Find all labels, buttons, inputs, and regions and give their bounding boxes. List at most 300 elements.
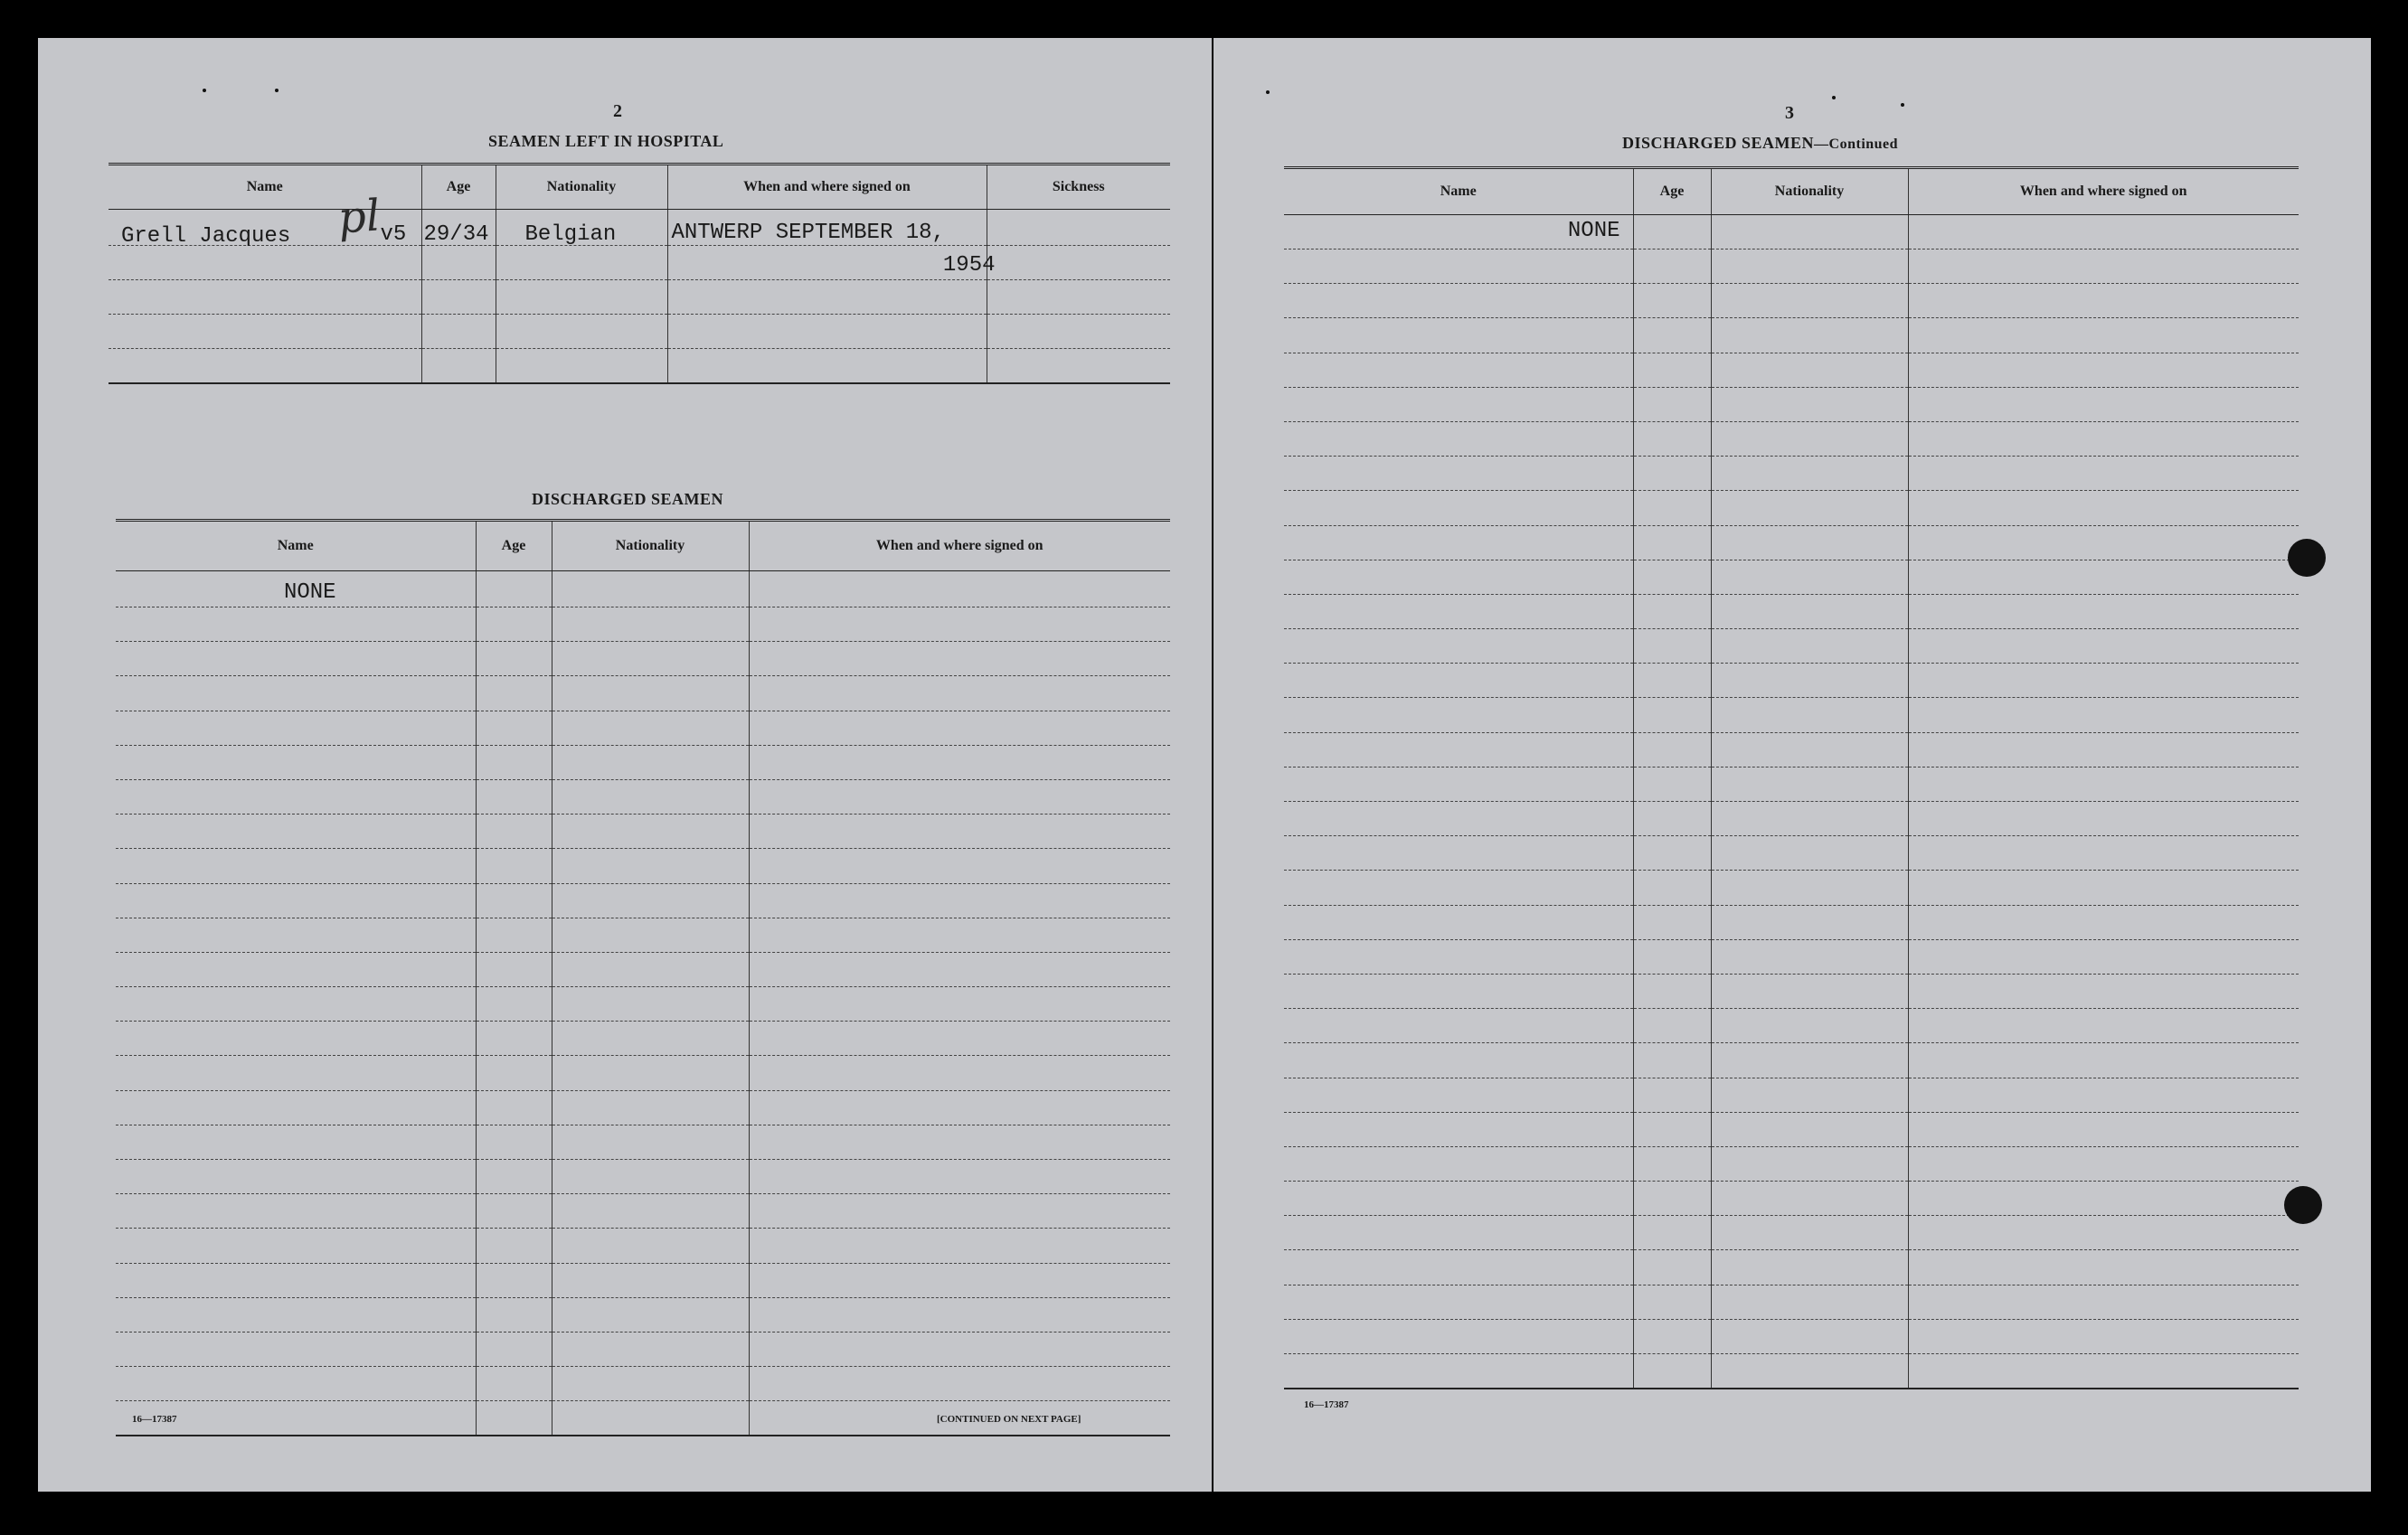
- table-row: [1284, 767, 2299, 801]
- empty-cell: [476, 1194, 552, 1229]
- table-row: [116, 1367, 1170, 1401]
- empty-cell: [749, 642, 1170, 676]
- table-row: [116, 1229, 1170, 1263]
- empty-cell: [476, 642, 552, 676]
- empty-cell: [1633, 560, 1711, 594]
- empty-cell: [1284, 767, 1633, 801]
- empty-cell: [1908, 318, 2299, 353]
- empty-cell: [1908, 664, 2299, 698]
- empty-cell: [1711, 1285, 1908, 1319]
- none-entry: NONE: [1567, 219, 1620, 243]
- empty-cell: [552, 676, 749, 711]
- empty-cell: [1711, 560, 1908, 594]
- speck: [275, 89, 279, 92]
- column-header-nationality: Nationality: [552, 521, 749, 571]
- empty-cell: [552, 1056, 749, 1090]
- table-row: [109, 210, 1170, 246]
- empty-cell: [749, 745, 1170, 779]
- empty-cell: [1633, 698, 1711, 732]
- age-prefix: v5: [380, 222, 407, 247]
- table-row: [116, 849, 1170, 883]
- empty-cell: [1633, 802, 1711, 836]
- empty-cell: [1711, 905, 1908, 939]
- table-row: [116, 987, 1170, 1022]
- column-header-name: Name: [116, 521, 476, 571]
- table-row: [116, 883, 1170, 918]
- empty-cell: [1908, 732, 2299, 767]
- empty-cell: [116, 1229, 476, 1263]
- table-row: [116, 711, 1170, 745]
- empty-cell: [1711, 1319, 1908, 1353]
- empty-cell: [749, 883, 1170, 918]
- column-header-signed-on: When and where signed on: [1908, 168, 2299, 215]
- continued-body: [1284, 215, 2299, 1389]
- table-row: [1284, 871, 2299, 905]
- empty-cell: [476, 1297, 552, 1332]
- empty-cell: [116, 1367, 476, 1401]
- empty-cell: [1711, 629, 1908, 664]
- empty-cell: [1711, 1043, 1908, 1078]
- table-row: [1284, 1078, 2299, 1112]
- empty-cell: [1284, 594, 1633, 628]
- empty-cell: [476, 1263, 552, 1297]
- empty-cell: [116, 918, 476, 952]
- empty-cell: [1284, 871, 1633, 905]
- empty-cell: [1284, 353, 1633, 387]
- empty-cell: [552, 779, 749, 814]
- empty-cell: [1284, 1043, 1633, 1078]
- empty-cell: [552, 607, 749, 642]
- empty-cell: [1908, 250, 2299, 284]
- table-row: [1284, 836, 2299, 871]
- table-row: [1284, 457, 2299, 491]
- table-row: [116, 1022, 1170, 1056]
- column-header-signed-on: When and where signed on: [667, 165, 987, 210]
- punch-hole: [2284, 1186, 2322, 1224]
- table-row: [1284, 664, 2299, 698]
- empty-cell: [476, 1056, 552, 1090]
- empty-cell: [1711, 421, 1908, 456]
- page-number: 2: [613, 101, 622, 121]
- empty-cell: [552, 987, 749, 1022]
- signed-on-cell: [667, 210, 987, 246]
- table-row: [109, 246, 1170, 280]
- empty-cell: [476, 745, 552, 779]
- table-row: [116, 1297, 1170, 1332]
- empty-cell: [552, 711, 749, 745]
- empty-cell: [1711, 1112, 1908, 1146]
- empty-cell: [476, 1229, 552, 1263]
- empty-cell: [1284, 802, 1633, 836]
- empty-cell: [1284, 457, 1633, 491]
- table-row: [116, 918, 1170, 952]
- empty-cell: [476, 1022, 552, 1056]
- none-entry: NONE: [283, 580, 336, 605]
- empty-cell: [1633, 939, 1711, 974]
- column-header-sickness: Sickness: [987, 165, 1170, 210]
- empty-cell: [1633, 1112, 1711, 1146]
- empty-cell: [749, 1194, 1170, 1229]
- table-row: [1284, 974, 2299, 1008]
- empty-cell: [1711, 1182, 1908, 1216]
- empty-cell: [552, 1090, 749, 1125]
- empty-cell: [1711, 1078, 1908, 1112]
- discharged-continued-title: [1622, 134, 1898, 153]
- empty-cell: [476, 918, 552, 952]
- empty-cell: [116, 849, 476, 883]
- empty-cell: [1633, 525, 1711, 560]
- hospital-table: [109, 163, 1170, 384]
- empty-cell: [476, 711, 552, 745]
- empty-cell: [1633, 1354, 1711, 1389]
- continued-table: [1284, 166, 2299, 1389]
- table-row: [1284, 1043, 2299, 1078]
- empty-cell: [1908, 767, 2299, 801]
- seaman-name: Grell Jacques: [121, 224, 291, 249]
- empty-cell: [116, 779, 476, 814]
- table-row: [1284, 1285, 2299, 1319]
- empty-cell: [1908, 491, 2299, 525]
- empty-cell: [116, 1090, 476, 1125]
- column-header-nationality: Nationality: [496, 165, 667, 210]
- empty-cell: [1711, 353, 1908, 387]
- nationality-cell: [496, 210, 667, 246]
- table-row: [116, 779, 1170, 814]
- empty-cell: [1284, 905, 1633, 939]
- empty-cell: [1284, 1354, 1633, 1389]
- table-row: [1284, 250, 2299, 284]
- empty-cell: [1908, 905, 2299, 939]
- empty-cell: [1633, 767, 1711, 801]
- empty-cell: [1908, 1319, 2299, 1353]
- empty-cell: [1284, 974, 1633, 1008]
- empty-cell: [1284, 939, 1633, 974]
- empty-cell: [1908, 594, 2299, 628]
- empty-cell: [552, 918, 749, 952]
- column-header-nationality: Nationality: [1711, 168, 1908, 215]
- column-header-age: Age: [421, 165, 496, 210]
- speck: [1266, 90, 1270, 94]
- empty-cell: [116, 642, 476, 676]
- discharged-section-title: DISCHARGED SEAMEN: [532, 490, 724, 508]
- empty-cell: [1633, 732, 1711, 767]
- hospital-header-row: [109, 165, 1170, 210]
- empty-cell: [116, 1125, 476, 1159]
- empty-cell: [1284, 1009, 1633, 1043]
- empty-cell: [1711, 871, 1908, 905]
- empty-cell: [1633, 387, 1711, 421]
- empty-cell: [1908, 1250, 2299, 1285]
- empty-cell: [476, 1090, 552, 1125]
- empty-cell: [1908, 939, 2299, 974]
- table-row: [1284, 698, 2299, 732]
- empty-cell: [476, 1401, 552, 1436]
- table-row: [116, 1194, 1170, 1229]
- empty-cell: [116, 1332, 476, 1366]
- empty-cell: [1284, 732, 1633, 767]
- empty-cell: [1908, 1354, 2299, 1389]
- empty-cell: [1711, 387, 1908, 421]
- empty-cell: [749, 1229, 1170, 1263]
- table-row: [1284, 1009, 2299, 1043]
- empty-cell: [1633, 1043, 1711, 1078]
- empty-cell: [749, 1022, 1170, 1056]
- empty-cell: [1908, 387, 2299, 421]
- empty-cell: [552, 1367, 749, 1401]
- empty-cell: [1633, 284, 1711, 318]
- empty-cell: [1711, 939, 1908, 974]
- discharged-body: [116, 571, 1170, 1436]
- empty-cell: [1284, 1112, 1633, 1146]
- empty-cell: [552, 1297, 749, 1332]
- empty-cell: [1633, 1216, 1711, 1250]
- empty-cell: [1711, 664, 1908, 698]
- empty-cell: [1633, 318, 1711, 353]
- empty-cell: [1711, 525, 1908, 560]
- empty-cell: [1633, 871, 1711, 905]
- empty-cell: [476, 676, 552, 711]
- hospital-section-title: SEAMEN LEFT IN HOSPITAL: [488, 132, 724, 150]
- empty-cell: [116, 815, 476, 849]
- empty-cell: [1284, 1216, 1633, 1250]
- table-row: [1284, 387, 2299, 421]
- empty-cell: [1711, 318, 1908, 353]
- empty-cell: [1633, 905, 1711, 939]
- empty-cell: [1711, 284, 1908, 318]
- punch-hole: [2288, 539, 2326, 577]
- empty-cell: [1711, 250, 1908, 284]
- empty-cell: [552, 849, 749, 883]
- table-row: [116, 607, 1170, 642]
- empty-cell: [1908, 1078, 2299, 1112]
- empty-cell: [1284, 1285, 1633, 1319]
- table-row: [109, 349, 1170, 383]
- table-row: [1284, 1216, 2299, 1250]
- speck: [203, 89, 206, 92]
- empty-cell: [552, 1194, 749, 1229]
- empty-cell: [116, 711, 476, 745]
- empty-cell: [552, 1401, 749, 1436]
- empty-cell: [1711, 1216, 1908, 1250]
- continued-note: [CONTINUED ON NEXT PAGE]: [937, 1414, 1081, 1425]
- empty-cell: [749, 1090, 1170, 1125]
- table-row: [116, 1056, 1170, 1090]
- empty-cell: [552, 1160, 749, 1194]
- seaman-signed-on-continued: 1954: [942, 253, 996, 278]
- empty-cell: [1908, 560, 2299, 594]
- table-row: [116, 1263, 1170, 1297]
- empty-cell: [116, 952, 476, 986]
- empty-cell: [1633, 1319, 1711, 1353]
- table-row: [116, 745, 1170, 779]
- empty-cell: [1284, 1146, 1633, 1181]
- empty-cell: [552, 883, 749, 918]
- empty-cell: [1633, 457, 1711, 491]
- empty-cell: [552, 1022, 749, 1056]
- empty-cell: [552, 1332, 749, 1366]
- empty-cell: [1908, 457, 2299, 491]
- empty-cell: [749, 1160, 1170, 1194]
- left-page: [38, 38, 1212, 1492]
- empty-cell: [1284, 318, 1633, 353]
- column-header-age: Age: [1633, 168, 1711, 215]
- empty-cell: [476, 987, 552, 1022]
- table-row: [1284, 525, 2299, 560]
- table-row: [109, 280, 1170, 315]
- empty-cell: [1711, 732, 1908, 767]
- empty-cell: [1711, 767, 1908, 801]
- table-row: [116, 1090, 1170, 1125]
- empty-cell: [1908, 1216, 2299, 1250]
- empty-cell: [1633, 836, 1711, 871]
- empty-cell: [1284, 836, 1633, 871]
- empty-cell: [116, 1194, 476, 1229]
- table-row: [1284, 732, 2299, 767]
- empty-cell: [116, 676, 476, 711]
- empty-cell: [1633, 594, 1711, 628]
- empty-cell: [749, 1297, 1170, 1332]
- table-row: [1284, 1112, 2299, 1146]
- column-header-name: Name: [1284, 168, 1633, 215]
- empty-cell: [1633, 629, 1711, 664]
- empty-cell: [116, 607, 476, 642]
- empty-cell: [476, 849, 552, 883]
- empty-cell: [1908, 353, 2299, 387]
- table-row: [1284, 215, 2299, 250]
- empty-cell: [116, 1056, 476, 1090]
- empty-cell: [1711, 491, 1908, 525]
- empty-cell: [1284, 491, 1633, 525]
- empty-cell: [1633, 1250, 1711, 1285]
- empty-cell: [476, 779, 552, 814]
- empty-cell: [749, 1263, 1170, 1297]
- empty-cell: [476, 883, 552, 918]
- empty-cell: [1908, 1285, 2299, 1319]
- empty-cell: [476, 1125, 552, 1159]
- table-row: [116, 1332, 1170, 1366]
- column-header-name: Name: [109, 165, 421, 210]
- empty-cell: [1711, 1009, 1908, 1043]
- empty-cell: [1284, 698, 1633, 732]
- empty-cell: [1908, 1146, 2299, 1181]
- table-row: [1284, 353, 2299, 387]
- empty-cell: [476, 952, 552, 986]
- empty-cell: [1711, 594, 1908, 628]
- empty-cell: [1908, 802, 2299, 836]
- empty-cell: [1633, 491, 1711, 525]
- empty-cell: [1633, 1285, 1711, 1319]
- empty-cell: [1711, 1250, 1908, 1285]
- empty-cell: [1711, 974, 1908, 1008]
- empty-cell: [116, 1297, 476, 1332]
- empty-cell: [1908, 974, 2299, 1008]
- empty-cell: [1284, 387, 1633, 421]
- empty-cell: [1284, 421, 1633, 456]
- continued-header-row: [1284, 168, 2299, 215]
- empty-cell: [1284, 1319, 1633, 1353]
- empty-cell: [1284, 525, 1633, 560]
- table-row: [1284, 939, 2299, 974]
- empty-cell: [552, 1125, 749, 1159]
- empty-cell: [552, 745, 749, 779]
- discharged-table: [116, 519, 1170, 1436]
- table-row: [1284, 1319, 2299, 1353]
- table-row: [1284, 318, 2299, 353]
- empty-cell: [1633, 353, 1711, 387]
- table-row: [116, 571, 1170, 607]
- empty-cell: [749, 849, 1170, 883]
- empty-cell: [1633, 250, 1711, 284]
- empty-cell: [1908, 1009, 2299, 1043]
- empty-cell: [116, 1160, 476, 1194]
- empty-cell: [1908, 698, 2299, 732]
- empty-cell: [1633, 1009, 1711, 1043]
- empty-cell: [749, 1056, 1170, 1090]
- table-row: [1284, 1182, 2299, 1216]
- empty-cell: [476, 1367, 552, 1401]
- table-row: [1284, 421, 2299, 456]
- empty-cell: [1284, 664, 1633, 698]
- empty-cell: [476, 607, 552, 642]
- handwritten-mark: pl: [336, 190, 382, 244]
- empty-cell: [1908, 284, 2299, 318]
- empty-cell: [1908, 1043, 2299, 1078]
- age-cell: [380, 210, 496, 247]
- table-row: [116, 1125, 1170, 1159]
- empty-cell: [476, 815, 552, 849]
- empty-cell: [1633, 974, 1711, 1008]
- title-suffix: —Continued: [1814, 137, 1899, 152]
- page-number: 3: [1785, 103, 1794, 123]
- table-row: [116, 642, 1170, 676]
- table-row: [1284, 1354, 2299, 1389]
- column-header-signed-on: When and where signed on: [749, 521, 1170, 571]
- empty-cell: [1711, 1146, 1908, 1181]
- seaman-nationality: Belgian: [524, 222, 617, 247]
- empty-cell: [749, 918, 1170, 952]
- empty-cell: [749, 1367, 1170, 1401]
- empty-cell: [1908, 421, 2299, 456]
- empty-cell: [552, 952, 749, 986]
- empty-cell: [1711, 698, 1908, 732]
- empty-cell: [1284, 250, 1633, 284]
- table-row: [1284, 1146, 2299, 1181]
- empty-cell: [1284, 1078, 1633, 1112]
- empty-cell: [749, 1125, 1170, 1159]
- empty-cell: [749, 815, 1170, 849]
- empty-cell: [1284, 1250, 1633, 1285]
- empty-cell: [1711, 802, 1908, 836]
- empty-cell: [552, 1229, 749, 1263]
- empty-cell: [1908, 1112, 2299, 1146]
- empty-cell: [1908, 525, 2299, 560]
- empty-cell: [749, 952, 1170, 986]
- empty-cell: [116, 883, 476, 918]
- empty-cell: [1908, 629, 2299, 664]
- empty-cell: [749, 1332, 1170, 1366]
- empty-cell: [476, 1332, 552, 1366]
- table-row: [1284, 629, 2299, 664]
- right-page: [1213, 38, 2371, 1492]
- speck: [1832, 96, 1836, 99]
- form-number: 16—17387: [1304, 1399, 1349, 1410]
- empty-cell: [749, 779, 1170, 814]
- table-row: [1284, 802, 2299, 836]
- table-row: [109, 315, 1170, 349]
- table-row: [1284, 1250, 2299, 1285]
- table-row: [116, 815, 1170, 849]
- sickness-cell: [987, 210, 1170, 246]
